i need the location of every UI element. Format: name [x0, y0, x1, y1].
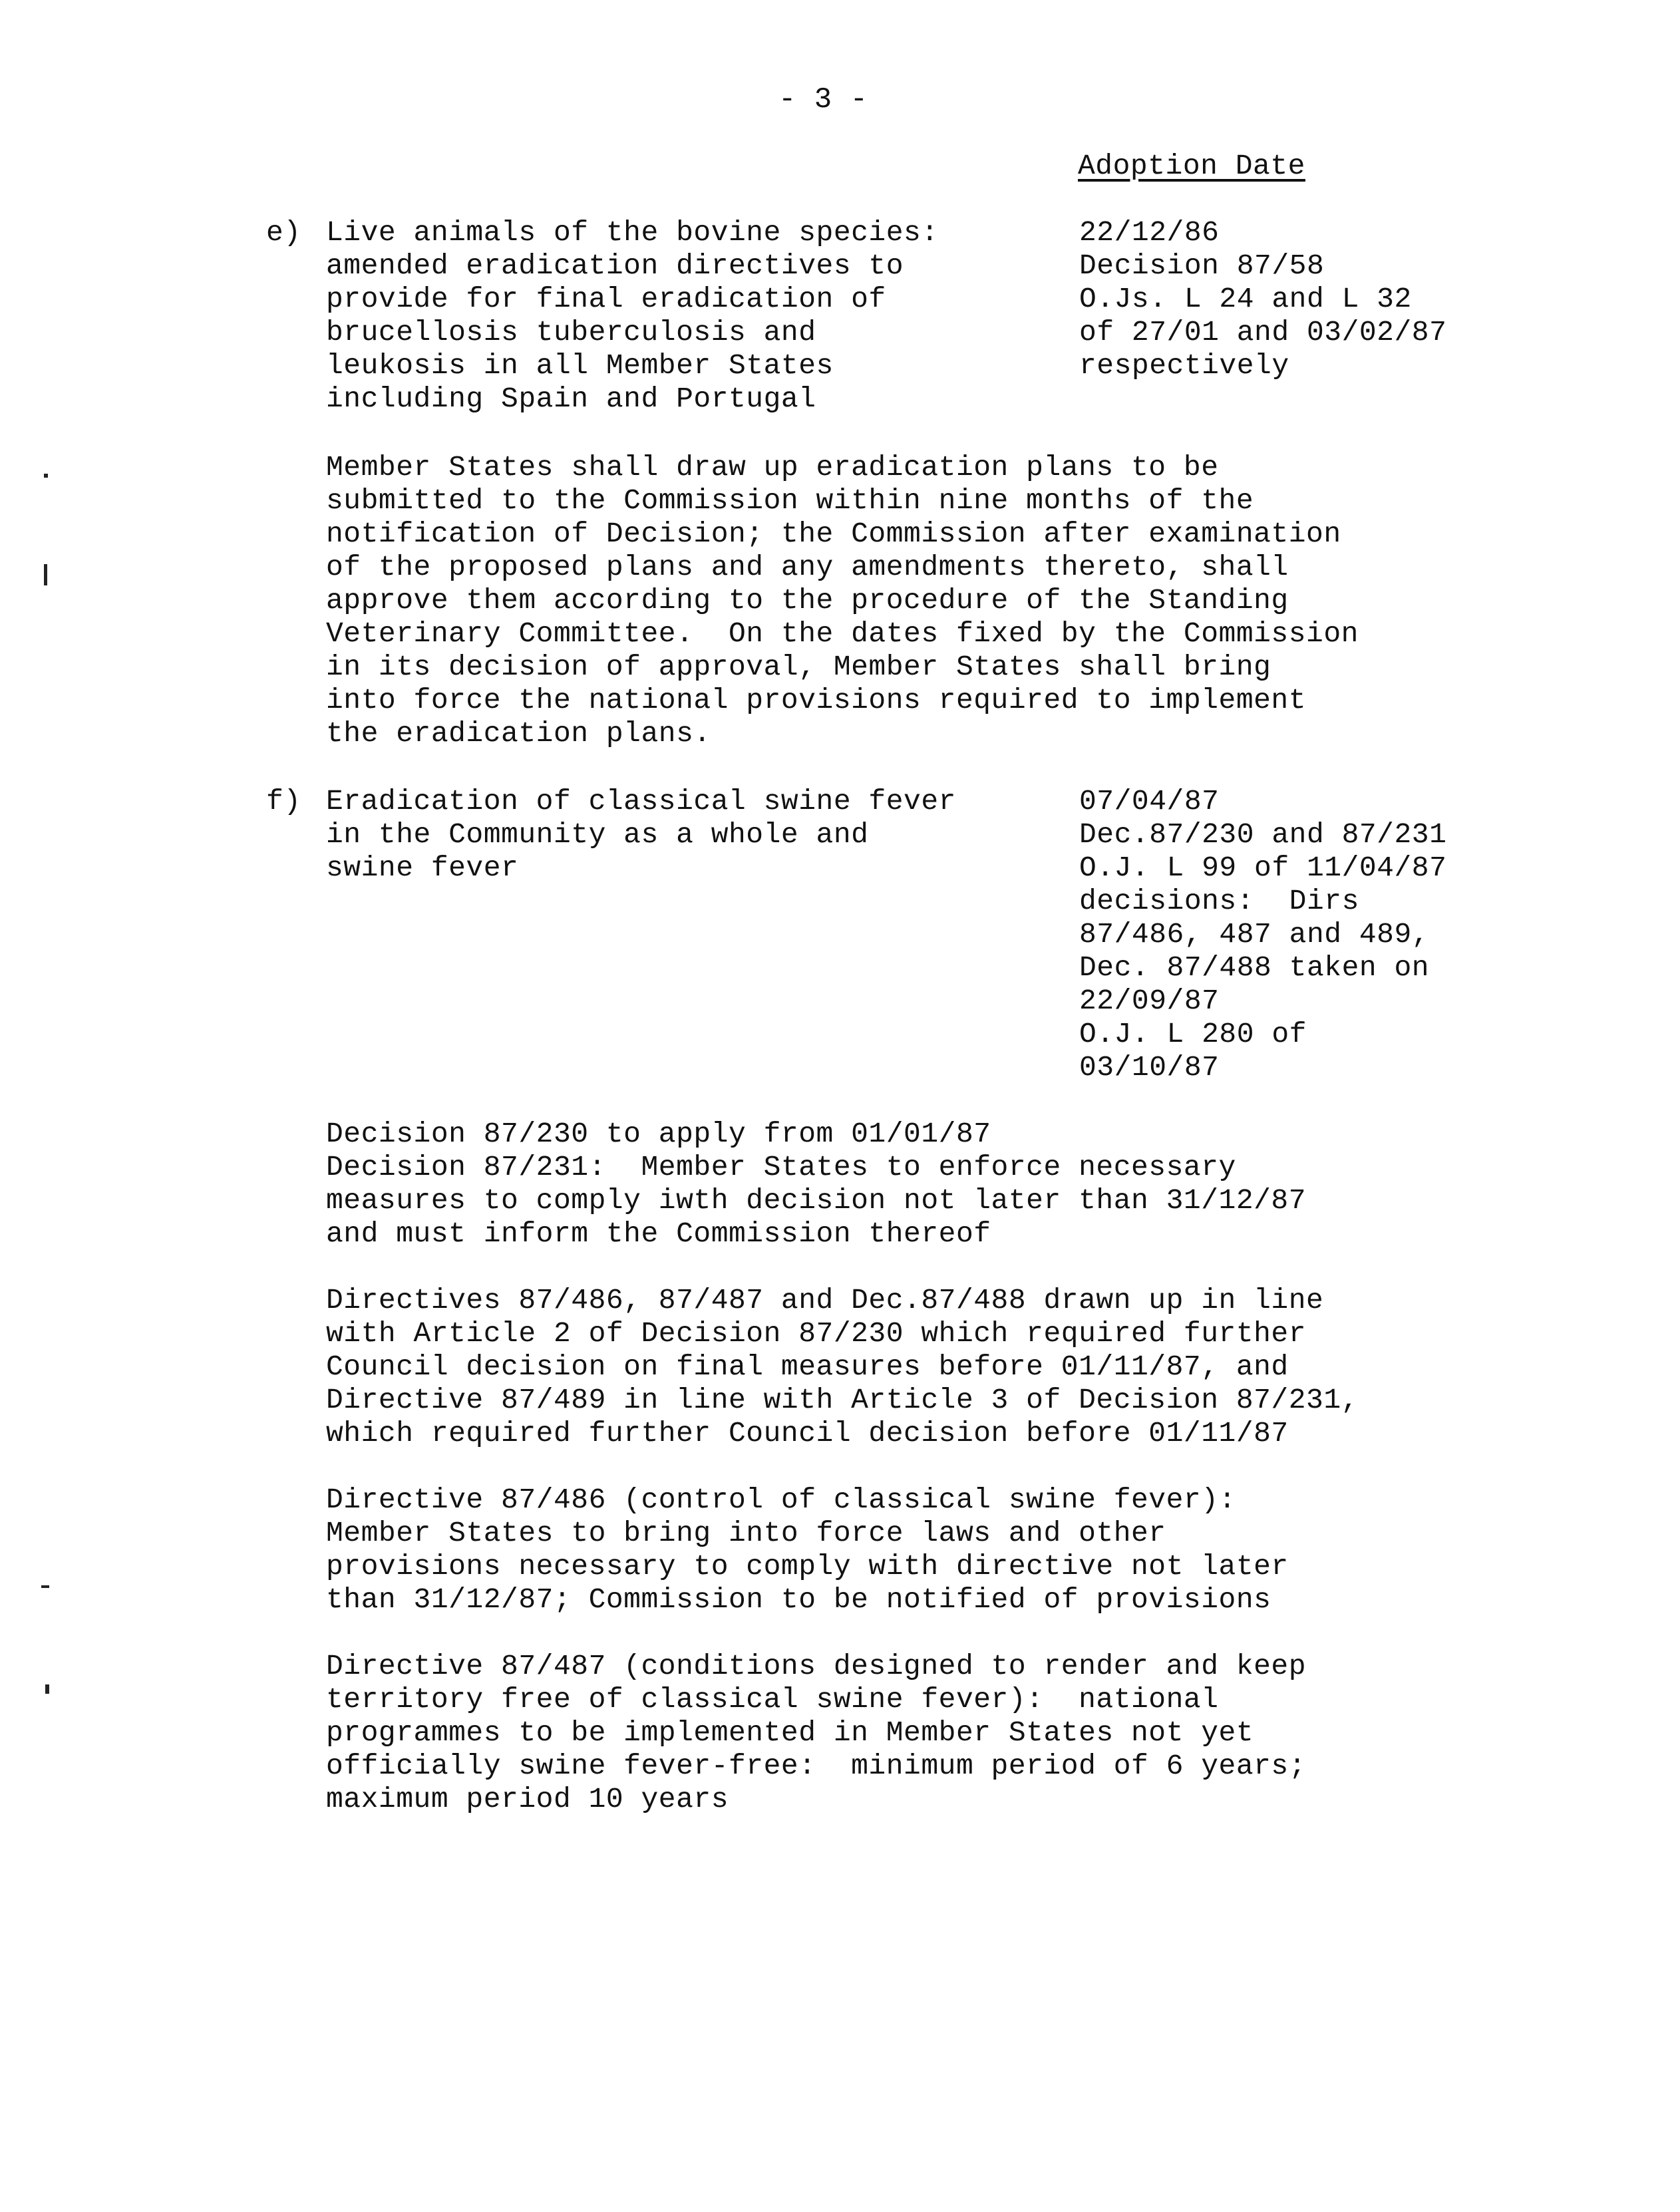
paragraph-line: in its decision of approval, Member States shall bring — [326, 651, 1271, 683]
item-text-line: Eradication of classical swine fever — [326, 785, 956, 818]
adoption-date-line: Decision 87/58 — [1079, 249, 1325, 282]
paragraph-line: Council decision on final measures before 01/11/87, and — [326, 1350, 1289, 1383]
paragraph-line: territory free of classical swine fever): national — [326, 1683, 1219, 1716]
item-text-line: amended eradication directives to — [326, 249, 904, 282]
item-text-line: brucellosis tuberculosis and — [326, 316, 816, 349]
paragraph-line: and must inform the Commission thereof — [326, 1217, 991, 1250]
adoption-date-line: O.J. L 99 of 11/04/87 — [1079, 852, 1447, 884]
item-text-line: Live animals of the bovine species: — [326, 216, 939, 249]
paragraph-line: the eradication plans. — [326, 717, 711, 750]
paragraph-line: approve them according to the procedure of the Standing — [326, 584, 1289, 617]
item-text-line: swine fever — [326, 852, 519, 884]
item-label: e) — [266, 216, 301, 249]
scan-speck — [45, 1684, 49, 1694]
paragraph-line: provisions necessary to comply with directive not later — [326, 1550, 1289, 1583]
paragraph-line: Directive 87/486 (control of classical swine fever): — [326, 1484, 1236, 1516]
adoption-date-line: O.Js. L 24 and L 32 — [1079, 283, 1412, 315]
adoption-date-line: respectively — [1079, 349, 1289, 382]
item-text-line: including Spain and Portugal — [326, 383, 816, 415]
paragraph-line: which required further Council decision before 01/11/87 — [326, 1417, 1289, 1450]
paragraph-line: submitted to the Commission within nine months of the — [326, 484, 1254, 517]
paragraph-line: Directive 87/489 in line with Article 3 of Decision 87/231, — [326, 1384, 1359, 1416]
paragraph-line: notification of Decision; the Commission after examination — [326, 518, 1341, 550]
paragraph-line: with Article 2 of Decision 87/230 which required further — [326, 1317, 1307, 1350]
adoption-date-line: of 27/01 and 03/02/87 — [1079, 316, 1447, 349]
adoption-date-line: decisions: Dirs — [1079, 885, 1359, 917]
paragraph-line: Directives 87/486, 87/487 and Dec.87/488 drawn up in line — [326, 1284, 1324, 1317]
item-text-line: leukosis in all Member States — [326, 349, 834, 382]
adoption-date-line: O.J. L 280 of — [1079, 1018, 1307, 1050]
scan-speck — [44, 564, 47, 585]
paragraph-line: than 31/12/87; Commission to be notified of provisions — [326, 1583, 1271, 1616]
paragraph-line: into force the national provisions required to implement — [326, 684, 1307, 716]
paragraph-line: Decision 87/230 to apply from 01/01/87 — [326, 1118, 991, 1150]
paragraph-line: Member States shall draw up eradication plans to be — [326, 451, 1219, 484]
paragraph-line: maximum period 10 years — [326, 1783, 729, 1816]
item-text-line: provide for final eradication of — [326, 283, 886, 315]
adoption-date-line: Dec. 87/488 taken on — [1079, 951, 1430, 984]
paragraph-line: Member States to bring into force laws and other — [326, 1517, 1166, 1549]
adoption-date-line: 87/486, 487 and 489, — [1079, 918, 1430, 951]
paragraph-line: Directive 87/487 (conditions designed to render and keep — [326, 1650, 1307, 1682]
page-number: - 3 - — [778, 83, 868, 116]
item-text-line: in the Community as a whole and — [326, 818, 869, 851]
adoption-date-line: Dec.87/230 and 87/231 — [1079, 818, 1447, 851]
paragraph-line: Decision 87/231: Member States to enforce necessary — [326, 1151, 1236, 1184]
paragraph-line: Veterinary Committee. On the dates fixed by the Commission — [326, 617, 1359, 650]
paragraph-line: programmes to be implemented in Member States not yet — [326, 1716, 1254, 1749]
adoption-date-heading: Adoption Date — [1078, 150, 1305, 182]
item-label: f) — [266, 785, 301, 818]
paragraph-line: of the proposed plans and any amendments thereto, shall — [326, 551, 1289, 583]
adoption-date-line: 07/04/87 — [1079, 785, 1220, 818]
adoption-date-line: 22/12/86 — [1079, 216, 1220, 249]
adoption-date-line: 03/10/87 — [1079, 1051, 1220, 1084]
paragraph-line: officially swine fever-free: minimum period of 6 years; — [326, 1750, 1307, 1782]
scan-speck — [44, 474, 48, 478]
scan-speck — [41, 1585, 49, 1588]
adoption-date-line: 22/09/87 — [1079, 985, 1220, 1017]
paragraph-line: measures to comply iwth decision not later than 31/12/87 — [326, 1184, 1307, 1217]
